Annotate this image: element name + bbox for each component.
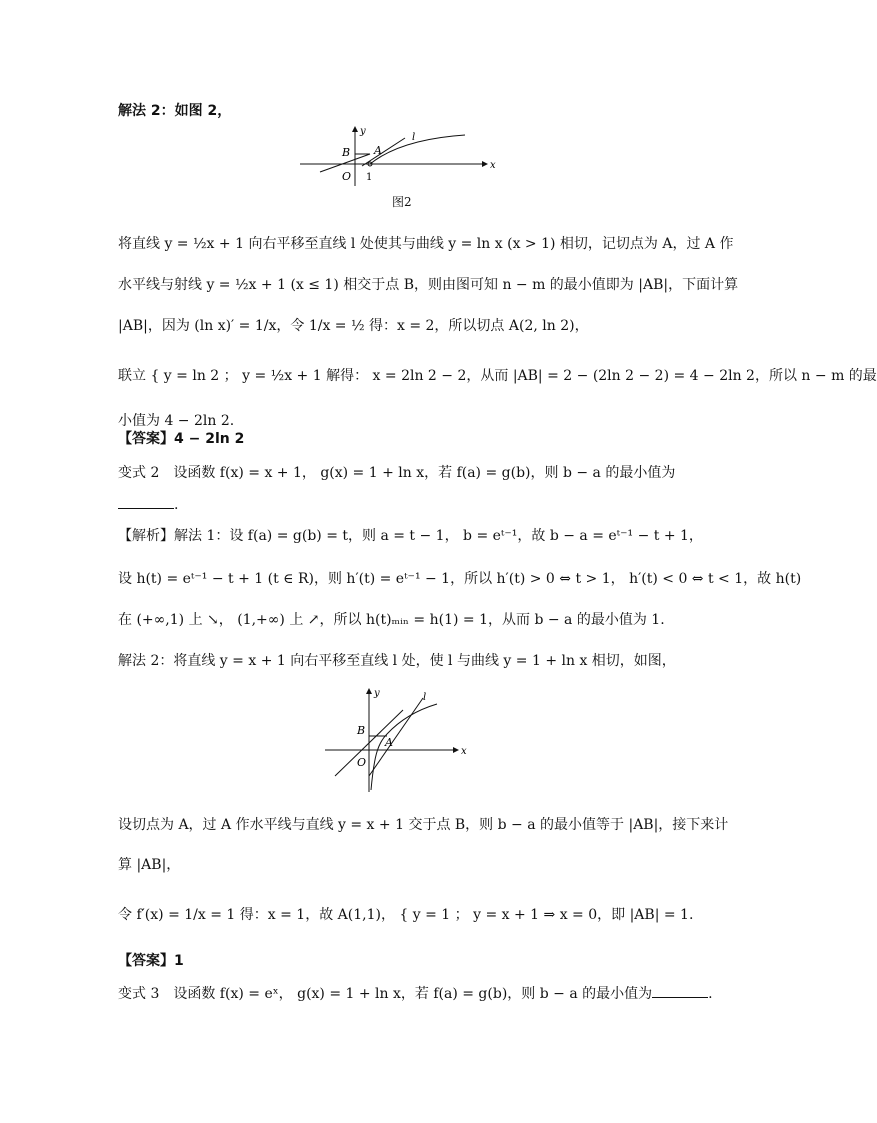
- variant-3-end: .: [708, 986, 713, 1002]
- analysis-line2: 设 h(t) = eᵗ⁻¹ − t + 1 (t ∈ R)，则 h′(t) = eᵗ⁻¹ − 1，所以 h′(t) > 0 ⇔ t > 1， h′(t) < 0 ⇔ t < 1，故 h(t): [118, 571, 802, 587]
- variant-2-blank-line: [118, 496, 178, 514]
- para1-line1: 将直线 y = ½x + 1 向右平移至直线 l 处使其与曲线 y = ln x (x > 1) 相切，记切点为 A，过 A 作: [118, 236, 734, 252]
- para1-line5: 小值为 4 − 2ln 2.: [118, 413, 235, 429]
- solution-2-heading: 解法 2：如图 2，: [118, 103, 232, 119]
- analysis-line1: 【解析】解法 1：设 f(a) = g(b) = t，则 a = t − 1， b = eᵗ⁻¹，故 b − a = eᵗ⁻¹ − t + 1，: [118, 528, 703, 544]
- fig2-l-label: l: [423, 692, 427, 703]
- para2-line2: 算 |AB|，: [118, 857, 181, 873]
- para2-line3: 令 f′(x) = 1/x = 1 得：x = 1，故 A(1,1)， { y = 1 ； y = x + 1 ⇒ x = 0，即 |AB| = 1.: [118, 907, 694, 923]
- fig2-y-label: y: [374, 688, 380, 699]
- tangent-graph: [325, 686, 470, 794]
- fig2-a-label: A: [385, 736, 393, 749]
- fig1-one-label: 1: [366, 172, 373, 183]
- variant-3-text: 变式 3 设函数 f(x) = eˣ， g(x) = 1 + ln x，若 f(a) = g(b)，则 b − a 的最小值为: [118, 986, 653, 1002]
- variant-3-question: [118, 985, 713, 1003]
- para1-line4: 联立 { y = ln 2 ； y = ½x + 1 解得： x = 2ln 2 − 2，从而 |AB| = 2 − (2ln 2 − 2) = 4 − 2ln 2，所以 n − m 的最: [118, 368, 877, 384]
- fig2-o-label: O: [357, 756, 367, 769]
- analysis-line3: 在 (+∞,1) 上 ↘， (1,+∞) 上 ↗，所以 h(t)ₘᵢₙ = h(1) = 1，从而 b − a 的最小值为 1.: [118, 612, 665, 628]
- fig1-l-label: l: [412, 132, 416, 143]
- fig1-x-label: x: [490, 160, 496, 171]
- variant-2-blank: [118, 496, 174, 509]
- figure-2-graph: [300, 124, 500, 188]
- fig2-x-label: x: [461, 746, 467, 757]
- fig1-o-label: O: [342, 170, 352, 183]
- fig1-a-label: A: [374, 144, 382, 157]
- fig1-y-label: y: [360, 126, 366, 137]
- figure-2-caption: 图2: [392, 195, 412, 209]
- fig2-b-label: B: [357, 724, 366, 737]
- variant-2-question: [118, 464, 675, 482]
- para2-line1: 设切点为 A，过 A 作水平线与直线 y = x + 1 交于点 B，则 b − a 的最小值等于 |AB|，接下来计: [118, 817, 729, 833]
- para1-line3: |AB|，因为 (ln x)′ = 1/x，令 1/x = ½ 得：x = 2，所以切点 A(2, ln 2)，: [118, 318, 589, 334]
- solution-2b-line1: 解法 2：将直线 y = x + 1 向右平移至直线 l 处，使 l 与曲线 y = 1 + ln x 相切，如图，: [118, 653, 676, 669]
- variant-2-end: .: [174, 497, 179, 513]
- para1-line2: 水平线与射线 y = ½x + 1 (x ≤ 1) 相交于点 B，则由图可知 n − m 的最小值即为 |AB|，下面计算: [118, 277, 739, 293]
- variant-2-text: 变式 2 设函数 f(x) = x + 1， g(x) = 1 + ln x，若 f(a) = g(b)，则 b − a 的最小值为: [118, 465, 676, 481]
- fig1-b-label: B: [342, 146, 351, 159]
- answer-1: 【答案】4 − 2ln 2: [118, 431, 245, 447]
- variant-3-blank: [652, 985, 708, 998]
- answer-2: 【答案】1: [118, 953, 184, 969]
